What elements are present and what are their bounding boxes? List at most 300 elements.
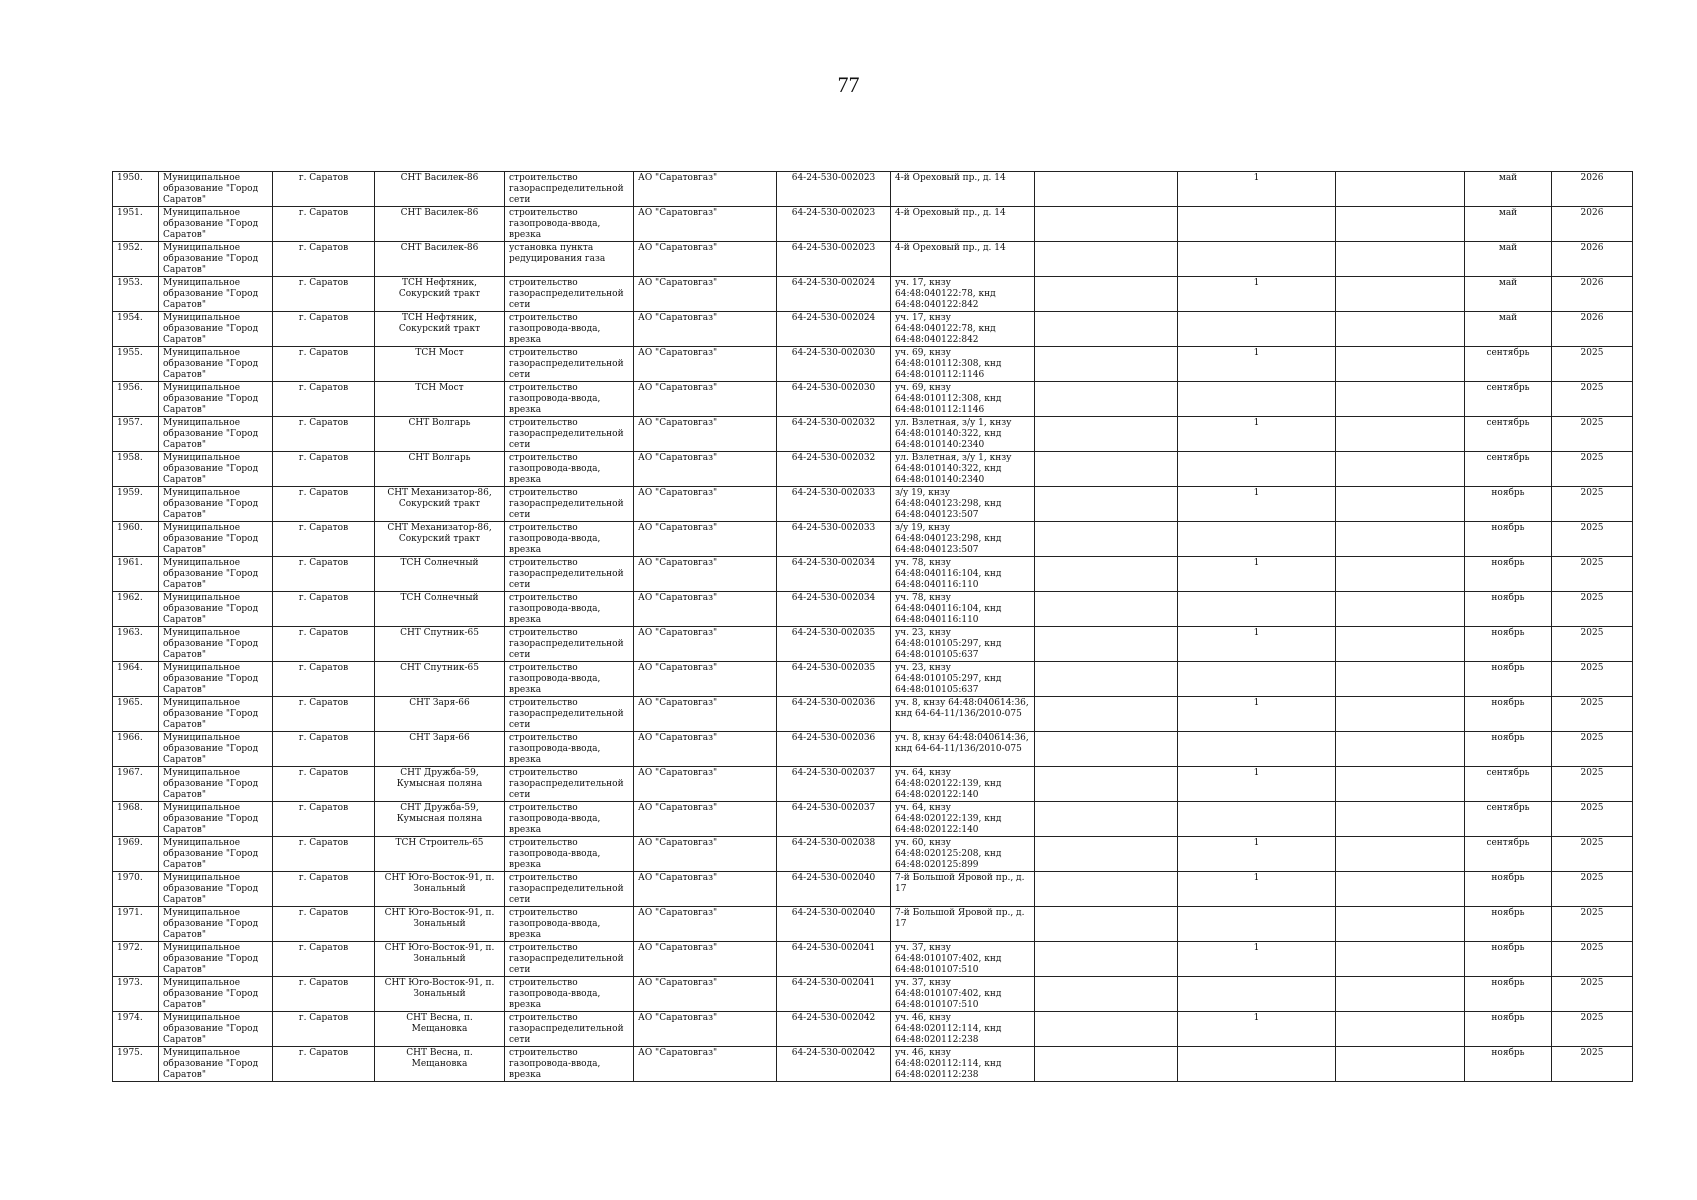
table-row <box>113 207 1633 242</box>
organization-cell: АО "Саратовгаз" <box>634 207 777 242</box>
empty-cell <box>1035 592 1178 627</box>
object-cell: СНТ Волгарь <box>375 417 505 452</box>
empty-cell <box>1336 172 1465 207</box>
year-cell: 2025 <box>1552 662 1633 697</box>
code-cell: 64-24-530-002040 <box>777 872 891 907</box>
table-row <box>113 662 1633 697</box>
row-number-cell: 1968. <box>113 802 159 837</box>
month-cell: ноябрь <box>1465 1047 1552 1082</box>
month-cell: ноябрь <box>1465 977 1552 1012</box>
work-type-cell: строительство газопровода-ввода, врезка <box>505 907 634 942</box>
city-cell: г. Саратов <box>273 592 375 627</box>
municipality-cell: Муниципальное образование "Город Саратов" <box>159 417 273 452</box>
empty-cell <box>1035 277 1178 312</box>
code-cell: 64-24-530-002037 <box>777 802 891 837</box>
table-row <box>113 347 1633 382</box>
organization-cell: АО "Саратовгаз" <box>634 907 777 942</box>
municipality-cell: Муниципальное образование "Город Саратов" <box>159 977 273 1012</box>
municipality-cell: Муниципальное образование "Город Саратов" <box>159 662 273 697</box>
empty-cell <box>1035 697 1178 732</box>
organization-cell: АО "Саратовгаз" <box>634 977 777 1012</box>
quantity-cell: 1 <box>1178 347 1336 382</box>
work-type-cell: строительство газопровода-ввода, врезка <box>505 732 634 767</box>
organization-cell: АО "Саратовгаз" <box>634 802 777 837</box>
organization-cell: АО "Саратовгаз" <box>634 452 777 487</box>
year-cell: 2025 <box>1552 802 1633 837</box>
quantity-cell: 1 <box>1178 697 1336 732</box>
month-cell: ноябрь <box>1465 942 1552 977</box>
year-cell: 2025 <box>1552 977 1633 1012</box>
organization-cell: АО "Саратовгаз" <box>634 242 777 277</box>
quantity-cell <box>1178 802 1336 837</box>
code-cell: 64-24-530-002024 <box>777 277 891 312</box>
organization-cell: АО "Саратовгаз" <box>634 312 777 347</box>
municipality-cell: Муниципальное образование "Город Саратов" <box>159 592 273 627</box>
year-cell: 2026 <box>1552 207 1633 242</box>
table-row <box>113 697 1633 732</box>
code-cell: 64-24-530-002036 <box>777 697 891 732</box>
address-cell: уч. 23, кнзу 64:48:010105:297, кнд 64:48:010105:637 <box>891 662 1035 697</box>
month-cell: ноябрь <box>1465 697 1552 732</box>
table-row <box>113 172 1633 207</box>
year-cell: 2025 <box>1552 592 1633 627</box>
work-type-cell: установка пункта редуцирования газа <box>505 242 634 277</box>
object-cell: ТСН Мост <box>375 382 505 417</box>
empty-cell <box>1336 277 1465 312</box>
organization-cell: АО "Саратовгаз" <box>634 1047 777 1082</box>
year-cell: 2025 <box>1552 347 1633 382</box>
year-cell: 2025 <box>1552 732 1633 767</box>
empty-cell <box>1035 452 1178 487</box>
object-cell: ТСН Солнечный <box>375 557 505 592</box>
organization-cell: АО "Саратовгаз" <box>634 732 777 767</box>
city-cell: г. Саратов <box>273 802 375 837</box>
municipality-cell: Муниципальное образование "Город Саратов" <box>159 522 273 557</box>
organization-cell: АО "Саратовгаз" <box>634 522 777 557</box>
object-cell: ТСН Мост <box>375 347 505 382</box>
year-cell: 2025 <box>1552 557 1633 592</box>
object-cell: СНТ Заря-66 <box>375 697 505 732</box>
empty-cell <box>1336 977 1465 1012</box>
address-cell: уч. 46, кнзу 64:48:020112:114, кнд 64:48:020112:238 <box>891 1012 1035 1047</box>
work-type-cell: строительство газораспределительной сети <box>505 417 634 452</box>
year-cell: 2026 <box>1552 312 1633 347</box>
organization-cell: АО "Саратовгаз" <box>634 837 777 872</box>
empty-cell <box>1336 907 1465 942</box>
empty-cell <box>1035 312 1178 347</box>
organization-cell: АО "Саратовгаз" <box>634 417 777 452</box>
quantity-cell <box>1178 452 1336 487</box>
code-cell: 64-24-530-002030 <box>777 347 891 382</box>
year-cell: 2025 <box>1552 942 1633 977</box>
address-cell: 7-й Большой Яровой пр., д. 17 <box>891 872 1035 907</box>
empty-cell <box>1336 802 1465 837</box>
empty-cell <box>1336 872 1465 907</box>
address-cell: уч. 8, кнзу 64:48:040614:36, кнд 64-64-11/136/2010-075 <box>891 732 1035 767</box>
code-cell: 64-24-530-002042 <box>777 1012 891 1047</box>
empty-cell <box>1035 907 1178 942</box>
month-cell: сентябрь <box>1465 802 1552 837</box>
month-cell: ноябрь <box>1465 592 1552 627</box>
city-cell: г. Саратов <box>273 242 375 277</box>
empty-cell <box>1336 1012 1465 1047</box>
address-cell: ул. Взлетная, з/у 1, кнзу 64:48:010140:322, кнд 64:48:010140:2340 <box>891 417 1035 452</box>
empty-cell <box>1035 662 1178 697</box>
code-cell: 64-24-530-002037 <box>777 767 891 802</box>
municipality-cell: Муниципальное образование "Город Саратов" <box>159 767 273 802</box>
row-number-cell: 1964. <box>113 662 159 697</box>
municipality-cell: Муниципальное образование "Город Саратов" <box>159 1047 273 1082</box>
municipality-cell: Муниципальное образование "Город Саратов" <box>159 802 273 837</box>
month-cell: май <box>1465 172 1552 207</box>
empty-cell <box>1035 802 1178 837</box>
year-cell: 2025 <box>1552 627 1633 662</box>
quantity-cell <box>1178 592 1336 627</box>
address-cell: 4-й Ореховый пр., д. 14 <box>891 207 1035 242</box>
object-cell: СНТ Юго-Восток-91, п. Зональный <box>375 907 505 942</box>
table-row <box>113 522 1633 557</box>
table-row <box>113 627 1633 662</box>
city-cell: г. Саратов <box>273 522 375 557</box>
table-row <box>113 837 1633 872</box>
object-cell: СНТ Юго-Восток-91, п. Зональный <box>375 872 505 907</box>
municipality-cell: Муниципальное образование "Город Саратов" <box>159 837 273 872</box>
empty-cell <box>1336 942 1465 977</box>
quantity-cell <box>1178 242 1336 277</box>
row-number-cell: 1972. <box>113 942 159 977</box>
table-row <box>113 1012 1633 1047</box>
code-cell: 64-24-530-002034 <box>777 557 891 592</box>
row-number-cell: 1974. <box>113 1012 159 1047</box>
city-cell: г. Саратов <box>273 942 375 977</box>
object-cell: ТСН Солнечный <box>375 592 505 627</box>
row-number-cell: 1962. <box>113 592 159 627</box>
quantity-cell <box>1178 312 1336 347</box>
year-cell: 2025 <box>1552 907 1633 942</box>
work-type-cell: строительство газопровода-ввода, врезка <box>505 207 634 242</box>
address-cell: 4-й Ореховый пр., д. 14 <box>891 172 1035 207</box>
month-cell: сентябрь <box>1465 452 1552 487</box>
object-cell: СНТ Юго-Восток-91, п. Зональный <box>375 977 505 1012</box>
empty-cell <box>1035 347 1178 382</box>
work-type-cell: строительство газораспределительной сети <box>505 1012 634 1047</box>
organization-cell: АО "Саратовгаз" <box>634 662 777 697</box>
row-number-cell: 1961. <box>113 557 159 592</box>
empty-cell <box>1035 172 1178 207</box>
address-cell: уч. 69, кнзу 64:48:010112:308, кнд 64:48:010112:1146 <box>891 382 1035 417</box>
city-cell: г. Саратов <box>273 977 375 1012</box>
address-cell: уч. 8, кнзу 64:48:040614:36, кнд 64-64-11/136/2010-075 <box>891 697 1035 732</box>
object-cell: СНТ Василек-86 <box>375 242 505 277</box>
row-number-cell: 1958. <box>113 452 159 487</box>
empty-cell <box>1035 1012 1178 1047</box>
object-cell: СНТ Механизатор-86, Сокурский тракт <box>375 487 505 522</box>
object-cell: ТСН Нефтяник, Сокурский тракт <box>375 312 505 347</box>
address-cell: уч. 78, кнзу 64:48:040116:104, кнд 64:48:040116:110 <box>891 592 1035 627</box>
year-cell: 2025 <box>1552 1047 1633 1082</box>
month-cell: ноябрь <box>1465 522 1552 557</box>
year-cell: 2025 <box>1552 697 1633 732</box>
address-cell: з/у 19, кнзу 64:48:040123:298, кнд 64:48:040123:507 <box>891 487 1035 522</box>
row-number-cell: 1965. <box>113 697 159 732</box>
table-row <box>113 487 1633 522</box>
quantity-cell: 1 <box>1178 277 1336 312</box>
empty-cell <box>1035 942 1178 977</box>
work-type-cell: строительство газораспределительной сети <box>505 627 634 662</box>
city-cell: г. Саратов <box>273 662 375 697</box>
city-cell: г. Саратов <box>273 837 375 872</box>
city-cell: г. Саратов <box>273 557 375 592</box>
address-cell: уч. 37, кнзу 64:48:010107:402, кнд 64:48:010107:510 <box>891 977 1035 1012</box>
empty-cell <box>1336 592 1465 627</box>
work-type-cell: строительство газопровода-ввода, врезка <box>505 592 634 627</box>
organization-cell: АО "Саратовгаз" <box>634 627 777 662</box>
year-cell: 2026 <box>1552 172 1633 207</box>
empty-cell <box>1336 697 1465 732</box>
code-cell: 64-24-530-002038 <box>777 837 891 872</box>
month-cell: ноябрь <box>1465 907 1552 942</box>
month-cell: ноябрь <box>1465 732 1552 767</box>
organization-cell: АО "Саратовгаз" <box>634 172 777 207</box>
city-cell: г. Саратов <box>273 1012 375 1047</box>
city-cell: г. Саратов <box>273 697 375 732</box>
empty-cell <box>1336 347 1465 382</box>
row-number-cell: 1960. <box>113 522 159 557</box>
organization-cell: АО "Саратовгаз" <box>634 347 777 382</box>
address-cell: уч. 64, кнзу 64:48:020122:139, кнд 64:48:020122:140 <box>891 802 1035 837</box>
table-row <box>113 312 1633 347</box>
address-cell: уч. 46, кнзу 64:48:020112:114, кнд 64:48:020112:238 <box>891 1047 1035 1082</box>
municipality-cell: Муниципальное образование "Город Саратов" <box>159 452 273 487</box>
row-number-cell: 1967. <box>113 767 159 802</box>
table-row <box>113 452 1633 487</box>
work-type-cell: строительство газопровода-ввода, врезка <box>505 452 634 487</box>
table-row <box>113 382 1633 417</box>
city-cell: г. Саратов <box>273 382 375 417</box>
work-type-cell: строительство газораспределительной сети <box>505 872 634 907</box>
work-type-cell: строительство газораспределительной сети <box>505 942 634 977</box>
city-cell: г. Саратов <box>273 172 375 207</box>
object-cell: СНТ Юго-Восток-91, п. Зональный <box>375 942 505 977</box>
month-cell: сентябрь <box>1465 417 1552 452</box>
work-type-cell: строительство газопровода-ввода, врезка <box>505 977 634 1012</box>
year-cell: 2025 <box>1552 487 1633 522</box>
row-number-cell: 1963. <box>113 627 159 662</box>
empty-cell <box>1035 627 1178 662</box>
gasification-plan-table <box>112 171 1633 1082</box>
code-cell: 64-24-530-002023 <box>777 172 891 207</box>
row-number-cell: 1952. <box>113 242 159 277</box>
quantity-cell <box>1178 732 1336 767</box>
table-row <box>113 802 1633 837</box>
table-row <box>113 872 1633 907</box>
quantity-cell <box>1178 207 1336 242</box>
table-row <box>113 557 1633 592</box>
empty-cell <box>1035 557 1178 592</box>
work-type-cell: строительство газораспределительной сети <box>505 277 634 312</box>
organization-cell: АО "Саратовгаз" <box>634 1012 777 1047</box>
empty-cell <box>1336 417 1465 452</box>
empty-cell <box>1336 837 1465 872</box>
city-cell: г. Саратов <box>273 312 375 347</box>
row-number-cell: 1953. <box>113 277 159 312</box>
month-cell: ноябрь <box>1465 627 1552 662</box>
year-cell: 2025 <box>1552 382 1633 417</box>
object-cell: СНТ Механизатор-86, Сокурский тракт <box>375 522 505 557</box>
code-cell: 64-24-530-002041 <box>777 942 891 977</box>
empty-cell <box>1336 242 1465 277</box>
city-cell: г. Саратов <box>273 207 375 242</box>
row-number-cell: 1954. <box>113 312 159 347</box>
municipality-cell: Муниципальное образование "Город Саратов" <box>159 942 273 977</box>
city-cell: г. Саратов <box>273 1047 375 1082</box>
empty-cell <box>1336 662 1465 697</box>
work-type-cell: строительство газопровода-ввода, врезка <box>505 837 634 872</box>
month-cell: ноябрь <box>1465 557 1552 592</box>
empty-cell <box>1035 872 1178 907</box>
empty-cell <box>1035 417 1178 452</box>
code-cell: 64-24-530-002032 <box>777 452 891 487</box>
quantity-cell: 1 <box>1178 417 1336 452</box>
city-cell: г. Саратов <box>273 627 375 662</box>
code-cell: 64-24-530-002023 <box>777 207 891 242</box>
month-cell: май <box>1465 312 1552 347</box>
object-cell: ТСН Строитель-65 <box>375 837 505 872</box>
object-cell: СНТ Спутник-65 <box>375 627 505 662</box>
work-type-cell: строительство газопровода-ввода, врезка <box>505 382 634 417</box>
object-cell: СНТ Дружба-59, Кумысная поляна <box>375 802 505 837</box>
year-cell: 2025 <box>1552 872 1633 907</box>
row-number-cell: 1955. <box>113 347 159 382</box>
address-cell: уч. 69, кнзу 64:48:010112:308, кнд 64:48:010112:1146 <box>891 347 1035 382</box>
row-number-cell: 1971. <box>113 907 159 942</box>
object-cell: СНТ Заря-66 <box>375 732 505 767</box>
organization-cell: АО "Саратовгаз" <box>634 767 777 802</box>
municipality-cell: Муниципальное образование "Город Саратов" <box>159 1012 273 1047</box>
year-cell: 2026 <box>1552 277 1633 312</box>
municipality-cell: Муниципальное образование "Город Саратов" <box>159 172 273 207</box>
year-cell: 2025 <box>1552 837 1633 872</box>
organization-cell: АО "Саратовгаз" <box>634 942 777 977</box>
organization-cell: АО "Саратовгаз" <box>634 592 777 627</box>
municipality-cell: Муниципальное образование "Город Саратов" <box>159 242 273 277</box>
empty-cell <box>1035 767 1178 802</box>
object-cell: СНТ Спутник-65 <box>375 662 505 697</box>
object-cell: СНТ Весна, п. Мещановка <box>375 1012 505 1047</box>
object-cell: СНТ Василек-86 <box>375 172 505 207</box>
municipality-cell: Муниципальное образование "Город Саратов" <box>159 207 273 242</box>
year-cell: 2025 <box>1552 522 1633 557</box>
city-cell: г. Саратов <box>273 487 375 522</box>
organization-cell: АО "Саратовгаз" <box>634 277 777 312</box>
empty-cell <box>1035 522 1178 557</box>
work-type-cell: строительство газопровода-ввода, врезка <box>505 1047 634 1082</box>
empty-cell <box>1035 977 1178 1012</box>
code-cell: 64-24-530-002032 <box>777 417 891 452</box>
code-cell: 64-24-530-002042 <box>777 1047 891 1082</box>
organization-cell: АО "Саратовгаз" <box>634 487 777 522</box>
year-cell: 2026 <box>1552 242 1633 277</box>
month-cell: ноябрь <box>1465 487 1552 522</box>
address-cell: ул. Взлетная, з/у 1, кнзу 64:48:010140:322, кнд 64:48:010140:2340 <box>891 452 1035 487</box>
quantity-cell: 1 <box>1178 1012 1336 1047</box>
quantity-cell <box>1178 1047 1336 1082</box>
object-cell: СНТ Волгарь <box>375 452 505 487</box>
code-cell: 64-24-530-002035 <box>777 662 891 697</box>
row-number-cell: 1956. <box>113 382 159 417</box>
address-cell: уч. 60, кнзу 64:48:020125:208, кнд 64:48:020125:899 <box>891 837 1035 872</box>
row-number-cell: 1970. <box>113 872 159 907</box>
empty-cell <box>1336 557 1465 592</box>
work-type-cell: строительство газораспределительной сети <box>505 487 634 522</box>
organization-cell: АО "Саратовгаз" <box>634 697 777 732</box>
empty-cell <box>1035 242 1178 277</box>
work-type-cell: строительство газопровода-ввода, врезка <box>505 662 634 697</box>
month-cell: сентябрь <box>1465 837 1552 872</box>
quantity-cell: 1 <box>1178 172 1336 207</box>
quantity-cell <box>1178 907 1336 942</box>
quantity-cell: 1 <box>1178 767 1336 802</box>
empty-cell <box>1336 452 1465 487</box>
object-cell: СНТ Василек-86 <box>375 207 505 242</box>
city-cell: г. Саратов <box>273 277 375 312</box>
quantity-cell: 1 <box>1178 872 1336 907</box>
municipality-cell: Муниципальное образование "Город Саратов" <box>159 487 273 522</box>
municipality-cell: Муниципальное образование "Город Саратов" <box>159 872 273 907</box>
empty-cell <box>1035 837 1178 872</box>
object-cell: СНТ Весна, п. Мещановка <box>375 1047 505 1082</box>
month-cell: ноябрь <box>1465 662 1552 697</box>
work-type-cell: строительство газораспределительной сети <box>505 767 634 802</box>
quantity-cell <box>1178 662 1336 697</box>
table-row <box>113 942 1633 977</box>
quantity-cell: 1 <box>1178 942 1336 977</box>
city-cell: г. Саратов <box>273 907 375 942</box>
municipality-cell: Муниципальное образование "Город Саратов" <box>159 627 273 662</box>
work-type-cell: строительство газораспределительной сети <box>505 172 634 207</box>
month-cell: ноябрь <box>1465 1012 1552 1047</box>
object-cell: СНТ Дружба-59, Кумысная поляна <box>375 767 505 802</box>
month-cell: сентябрь <box>1465 767 1552 802</box>
year-cell: 2025 <box>1552 452 1633 487</box>
empty-cell <box>1336 487 1465 522</box>
organization-cell: АО "Саратовгаз" <box>634 382 777 417</box>
empty-cell <box>1336 312 1465 347</box>
city-cell: г. Саратов <box>273 872 375 907</box>
address-cell: уч. 23, кнзу 64:48:010105:297, кнд 64:48:010105:637 <box>891 627 1035 662</box>
table-row <box>113 977 1633 1012</box>
organization-cell: АО "Саратовгаз" <box>634 872 777 907</box>
address-cell: 7-й Большой Яровой пр., д. 17 <box>891 907 1035 942</box>
month-cell: май <box>1465 277 1552 312</box>
table-row <box>113 242 1633 277</box>
city-cell: г. Саратов <box>273 732 375 767</box>
work-type-cell: строительство газопровода-ввода, врезка <box>505 312 634 347</box>
month-cell: сентябрь <box>1465 347 1552 382</box>
year-cell: 2025 <box>1552 417 1633 452</box>
table-row <box>113 277 1633 312</box>
municipality-cell: Муниципальное образование "Город Саратов" <box>159 347 273 382</box>
code-cell: 64-24-530-002033 <box>777 487 891 522</box>
address-cell: уч. 78, кнзу 64:48:040116:104, кнд 64:48:040116:110 <box>891 557 1035 592</box>
code-cell: 64-24-530-002034 <box>777 592 891 627</box>
address-cell: уч. 17, кнзу 64:48:040122:78, кнд 64:48:040122:842 <box>891 277 1035 312</box>
month-cell: май <box>1465 242 1552 277</box>
empty-cell <box>1035 732 1178 767</box>
address-cell: уч. 17, кнзу 64:48:040122:78, кнд 64:48:040122:842 <box>891 312 1035 347</box>
empty-cell <box>1336 1047 1465 1082</box>
municipality-cell: Муниципальное образование "Город Саратов" <box>159 907 273 942</box>
